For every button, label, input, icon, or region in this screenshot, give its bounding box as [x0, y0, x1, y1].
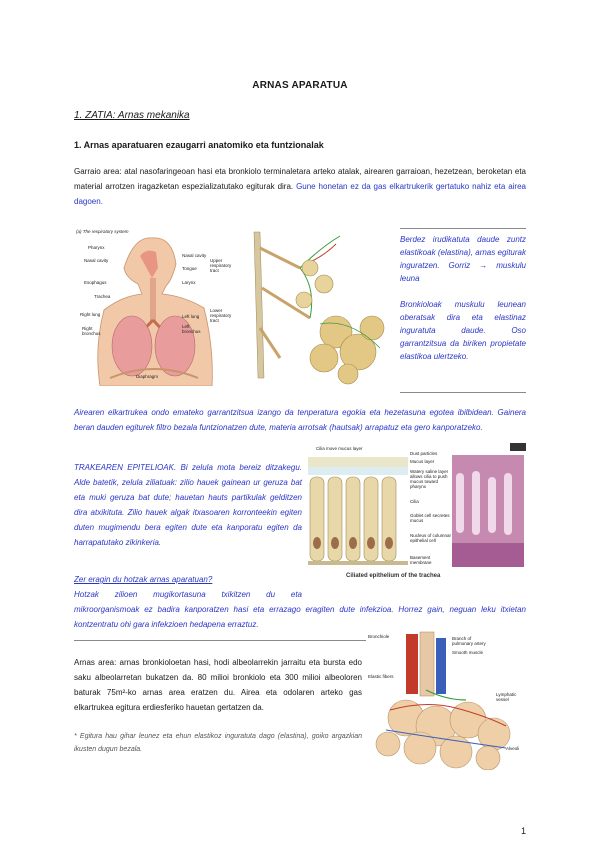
- fig1-right-label: Left bronchus: [182, 324, 201, 334]
- bronchiole-alveoli-figure: [240, 228, 392, 386]
- air-note: Airearen elkartrukea ondo emateko garrantzitsua izango da tenperatura egokia eta hezetasuna egotea ibilbidean. Gainera beran dauden egiturek filtro bezala funtzionatzen dute, materia arrotsak (hautsak) arrapatuz eta gero kanporatzeko.: [74, 408, 526, 432]
- intro-paragraph: [74, 164, 526, 209]
- fig1-right-label: Nasal cavity: [182, 253, 207, 258]
- fig1-right-label: Left lung: [182, 314, 200, 319]
- fig2-label: Dust particles: [410, 451, 438, 456]
- fig1-left-label: Right bronchus: [82, 326, 101, 336]
- fig1-bottom-label: Diaphragm: [136, 374, 159, 379]
- fig2-label: Basement membrane: [410, 555, 432, 565]
- arnas-area-paragraph: Arnas area: arnas bronkioloetan hasi, hodi albeolarrekin jarraitu eta bursta edo saku albeolarretan bukatzen da. 80 milioi bronkiolo eta 300 milioi albeoloren baturak 75m²-ko arnas area eratzen du. Airea eta odolaren arteko gas elkartrukea egitura erdiesferiko hauetan gertatzen da.: [74, 658, 362, 712]
- fig1-left-label: Right lung: [80, 312, 101, 317]
- alveoli-figure: [366, 630, 526, 770]
- fig1-right-label: Larynx: [182, 280, 196, 285]
- fig2-top-label: Cilia move mucus layer: [316, 446, 363, 451]
- fig1-side-label: Upper respiratory tract: [210, 258, 232, 273]
- intro-text: Garraio area: atal nasofaringeoan hasi eta bronkiolo terminaletara arteko atalak, airearen garraioan, hezetzean, beroketan eta material arrotzen iragazketan espezializatutako egiturak dira.: [74, 167, 526, 191]
- fig2-label: Nucleus of columnar epithelial cell: [410, 533, 452, 543]
- fig2-label: Mucus layer: [410, 459, 435, 464]
- fig2-label: Watery saline layer allows cilia to push mucus toward pharynx: [410, 469, 449, 489]
- intro-highlight: Gune honetan ez da gas elkartrukerik gertatuko nahiz eta airea dagoen.: [74, 182, 526, 206]
- cold-question: Zer eragin du hotzak arnas aparatuan?: [74, 575, 213, 584]
- bronchiole-drawing: [240, 228, 392, 386]
- page-title: ARNAS APARATUA: [252, 80, 348, 91]
- fig3-label: Bronchiole: [368, 634, 390, 639]
- side-note-2: Bronkioloak muskulu leunean oberatsak dira eta elastinaz inguratuta daude. Oso garrantzitsua da biriken propietate elastikoa ulertzeko.: [400, 300, 526, 361]
- fig1-left-label: Pharynx: [88, 245, 105, 250]
- footnote: * Egitura hau gihar leunez eta ehun elastikoz inguratuta dago (elastina), goiko argazkian ikusten dugun bezala.: [74, 733, 362, 753]
- fig1-heading: (a) The respiratory system: [76, 229, 129, 234]
- fig1-left-label: Trachea: [94, 294, 111, 299]
- torso-drawing: [74, 228, 234, 386]
- trachea-note: TRAKEAREN EPITELIOAK. Bi zelula mota bereiz ditzakegu. Alde batetik, zelula ziliatuak: zilio hauek gainean ur geruza bat eta muki geruza bat dute; hauetan hauts partikulak gelditzen dira atxikituta. Zilio hauek algak itxasoaren korronteekin egiten duten mugimendu bera egiten dute eta kanporatu egiten da harrapatutako zikinkeria.: [74, 463, 302, 547]
- fig3-label: Smooth muscle: [452, 650, 484, 655]
- fig1-left-label: Esophagus: [84, 280, 107, 285]
- fig1-left-label: Nasal cavity: [84, 258, 109, 263]
- fig1-side-label: Lower respiratory tract: [210, 308, 232, 323]
- fig3-label: Elastic fibers: [368, 674, 394, 679]
- cold-answer-line1: Hotzak zilioen mugikortasuna txikitzen du eta: [74, 590, 302, 599]
- fig2-caption: Ciliated epithelium of the trachea: [346, 573, 441, 579]
- fig3-label: Branch of pulmonary artery: [452, 636, 486, 646]
- fig2-label: Cilia: [410, 499, 419, 504]
- section-heading: 1. ZATIA: Arnas mekanika: [74, 110, 190, 121]
- fig3-label: Lymphatic vessel: [496, 692, 517, 702]
- respiratory-system-figure: [74, 228, 234, 386]
- fig2-label: Goblet cell secretes mucus: [410, 513, 450, 523]
- page-number: 1: [521, 826, 527, 836]
- side-rule-bottom: [400, 392, 526, 393]
- side-note-1: Berdez irudikatuta daude zuntz elastikoak (elastina), arnas egiturak inguratzen. Gorriz → muskulu leuna: [400, 235, 526, 283]
- ciliated-epithelium-figure: [306, 443, 526, 581]
- side-rule-top: [400, 228, 526, 229]
- fig1-right-label: Tongue: [182, 266, 197, 271]
- fig3-label: Alveoli: [506, 746, 520, 751]
- subsection-heading: 1. Arnas aparatuaren ezaugarri anatomiko eta funtzionalak: [74, 140, 324, 150]
- cold-answer: mikroorganismoak ez badira kanporatzen hasi eta errazago eragiten dute infekzioa. Horrez gain, neguan leku itxietan kontzentratu ohi gara infekzioen hedapena erraztuz.: [74, 605, 526, 629]
